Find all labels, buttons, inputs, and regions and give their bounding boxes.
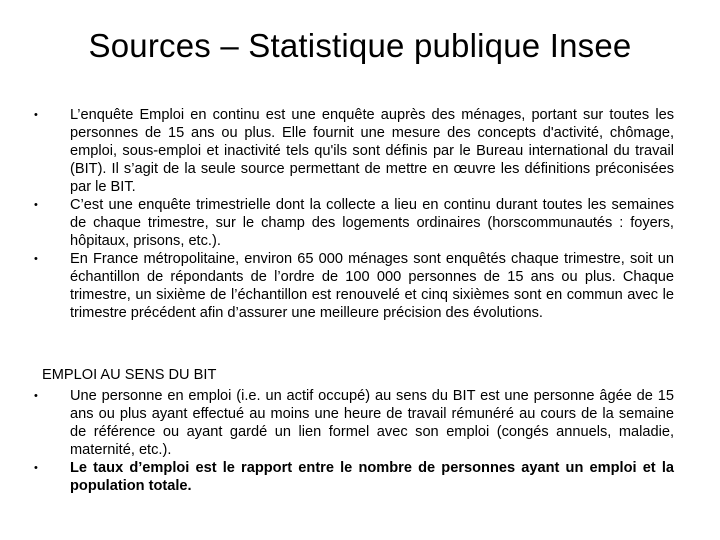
bullet-marker: • — [34, 199, 38, 211]
bullet-item — [34, 106, 674, 196]
section-heading: EMPLOI AU SENS DU BIT — [42, 367, 217, 383]
intro-bullet-list — [34, 106, 674, 322]
bullet-text: L’enquête Emploi en continu est une enquête auprès des ménages, portant sur toutes les personnes de 15 ans ou plus. Elle fournit une mesure des concepts d'activité, chômage, emploi, sous-emploi et inactivité tels qu'ils sont définis par le Bureau international du travail (BIT). Il s’agit de la seule source permettant de mettre en œuvre les définitions préconisées par le BIT. — [70, 107, 674, 195]
bullet-item — [34, 250, 674, 322]
section-bullet-list — [34, 387, 674, 495]
bullet-text-bold: Le taux d’emploi est le rapport entre le nombre de personnes ayant un emploi et la population totale. — [70, 460, 674, 494]
bullet-marker: • — [34, 390, 38, 402]
bullet-marker: • — [34, 253, 38, 265]
bullet-item — [34, 459, 674, 495]
bullet-item — [34, 387, 674, 459]
bullet-item — [34, 196, 674, 250]
bullet-text: C’est une enquête trimestrielle dont la collecte a lieu en continu durant toutes les semaines de chaque trimestre, sur le champ des logements ordinaires (horscommunautés : foyers, hôpitaux, prisons, etc.). — [70, 197, 674, 249]
bullet-marker: • — [34, 462, 38, 474]
slide-title: Sources – Statistique publique Insee — [88, 27, 632, 64]
bullet-marker: • — [34, 109, 38, 121]
bullet-text: Une personne en emploi (i.e. un actif occupé) au sens du BIT est une personne âgée de 15 ans ou plus ayant effectué au moins une heure de travail rémunéré au cours de la semaine de référence ou ayant gardé un lien formel avec son emploi (congés annuels, maladie, maternité, etc.). — [70, 388, 674, 458]
bullet-text: En France métropolitaine, environ 65 000 ménages sont enquêtés chaque trimestre, soit un échantillon de répondants de l’ordre de 100 000 personnes de 15 ans ou plus. Chaque trimestre, un sixième de l’échantillon est renouvelé et cinq sixièmes sont en commun avec le trimestre précédent afin d’assurer une meilleure précision des évolutions. — [70, 251, 674, 321]
